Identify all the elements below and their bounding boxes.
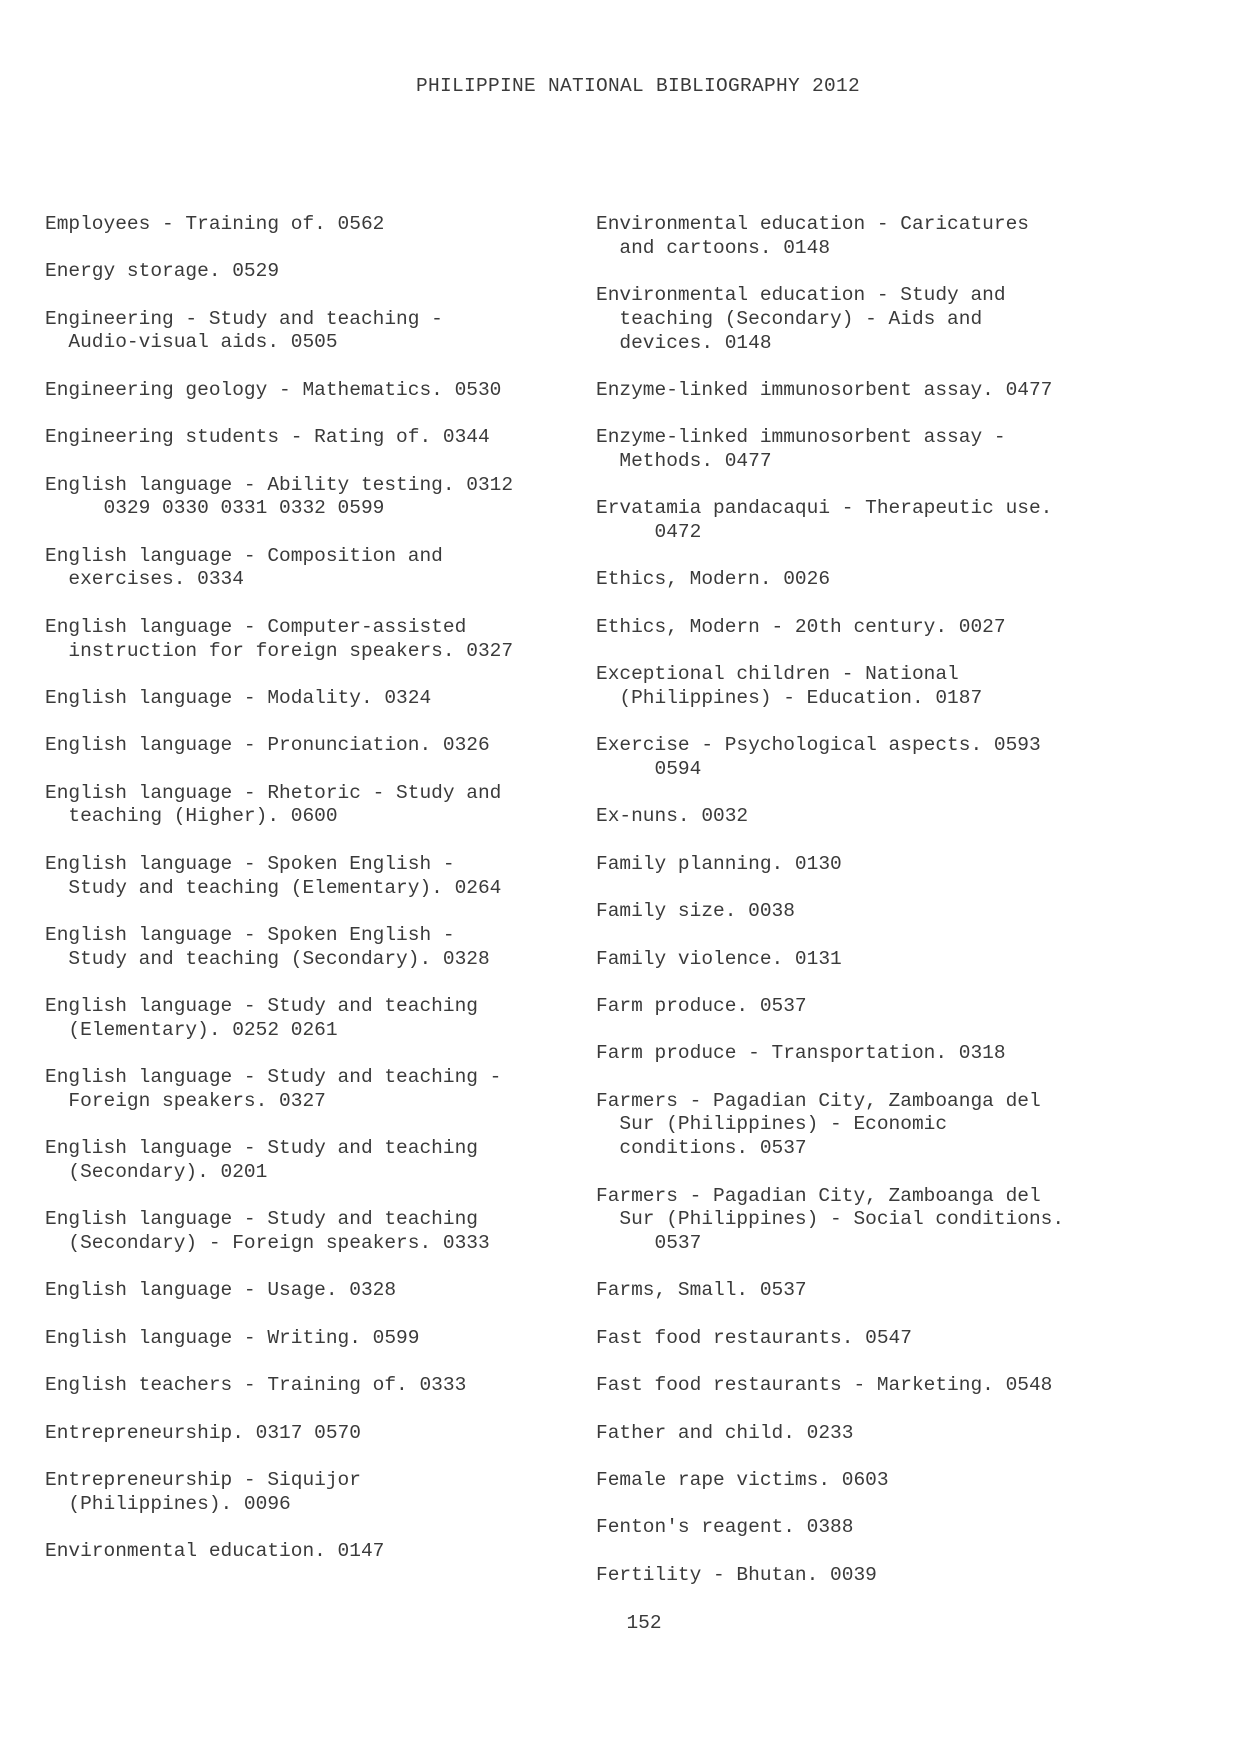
entry-spacer (45, 1516, 585, 1540)
entry-spacer (596, 592, 1196, 616)
index-entry-line: Farm produce - Transportation. 0318 (596, 1042, 1006, 1065)
entry-spacer (596, 260, 1196, 284)
index-entry (45, 1327, 585, 1351)
entry-spacer (45, 1398, 585, 1422)
index-entry (596, 1042, 1196, 1066)
index-entry (596, 1090, 1196, 1161)
index-entry (596, 900, 1196, 924)
index-entry-line: Sur (Philippines) - Social conditions. (596, 1208, 1065, 1231)
index-entry-line: English language - Study and teaching (45, 1137, 478, 1160)
index-entry (596, 1469, 1196, 1493)
index-entry (596, 1327, 1196, 1351)
index-entry-line: English language - Study and teaching - (45, 1066, 502, 1089)
index-entry (596, 1516, 1196, 1540)
index-entry-line: English language - Computer-assisted (45, 615, 467, 638)
entry-spacer (596, 1161, 1196, 1185)
index-entry-line: Fenton's reagent. 0388 (596, 1516, 854, 1539)
index-entry-line: 0472 (596, 521, 702, 544)
index-entry-line: and cartoons. 0148 (596, 236, 831, 259)
entry-spacer (45, 829, 585, 853)
index-entry (45, 1540, 585, 1564)
index-entry (45, 1422, 585, 1446)
index-entry-line: Methods. 0477 (596, 449, 772, 472)
entry-spacer (596, 1493, 1196, 1517)
index-entry-line: Ex-nuns. 0032 (596, 805, 749, 828)
entry-spacer (45, 1445, 585, 1469)
entry-spacer (596, 1350, 1196, 1374)
index-entry-line: Enzyme-linked immunosorbent assay - (596, 426, 1006, 449)
index-entry-line: Environmental education - Study and (596, 284, 1006, 307)
index-entry (45, 474, 585, 521)
index-entry-line: Father and child. 0233 (596, 1421, 854, 1444)
index-entry (45, 782, 585, 829)
index-entry-line: Engineering geology - Mathematics. 0530 (45, 378, 502, 401)
index-entry-line: English language - Composition and (45, 544, 443, 567)
index-entry-line: Exercise - Psychological aspects. 0593 (596, 734, 1041, 757)
entry-spacer (596, 1540, 1196, 1564)
entry-spacer (45, 284, 585, 308)
index-entry (45, 1066, 585, 1113)
entry-spacer (45, 1256, 585, 1280)
index-entry-line: teaching (Higher). 0600 (45, 805, 338, 828)
index-entry-line: English language - Spoken English - (45, 852, 455, 875)
index-entry-line: Fast food restaurants. 0547 (596, 1326, 912, 1349)
index-entry-line: (Secondary). 0201 (45, 1160, 268, 1183)
entry-spacer (596, 1398, 1196, 1422)
index-entry (45, 260, 585, 284)
index-entry (596, 568, 1196, 592)
entry-spacer (596, 1445, 1196, 1469)
entry-spacer (596, 924, 1196, 948)
index-entry (596, 1279, 1196, 1303)
entry-spacer (45, 971, 585, 995)
entry-spacer (596, 403, 1196, 427)
index-entry-line: Farm produce. 0537 (596, 995, 807, 1017)
index-entry (596, 1422, 1196, 1446)
index-entry (596, 853, 1196, 877)
index-entry-line: English language - Usage. 0328 (45, 1279, 397, 1302)
entry-spacer (596, 474, 1196, 498)
index-entry (45, 213, 585, 237)
index-entry (596, 663, 1196, 710)
index-entry-line: 0329 0330 0331 0332 0599 (45, 497, 385, 520)
entry-spacer (45, 1114, 585, 1138)
index-entry-line: Farmers - Pagadian City, Zamboanga del (596, 1089, 1041, 1112)
entry-spacer (45, 663, 585, 687)
index-entry-line: English teachers - Training of. 0333 (45, 1374, 467, 1397)
entry-spacer (596, 1256, 1196, 1280)
index-entry-line: instruction for foreign speakers. 0327 (45, 639, 514, 662)
index-entry (596, 948, 1196, 972)
index-entry-line: Family violence. 0131 (596, 947, 842, 970)
entry-spacer (45, 1303, 585, 1327)
index-entry (596, 1185, 1196, 1256)
entry-spacer (45, 355, 585, 379)
entry-spacer (596, 829, 1196, 853)
index-entry-line: Fertility - Bhutan. 0039 (596, 1563, 877, 1586)
index-entry-line: Employees - Training of. 0562 (45, 213, 385, 235)
index-entry-line: devices. 0148 (596, 331, 772, 354)
index-entry (45, 734, 585, 758)
entry-spacer (45, 1350, 585, 1374)
index-entry (45, 853, 585, 900)
index-entry-line: Audio-visual aids. 0505 (45, 331, 338, 354)
index-entry-line: Fast food restaurants - Marketing. 0548 (596, 1374, 1053, 1397)
index-entry-line: Family planning. 0130 (596, 852, 842, 875)
index-entry (596, 284, 1196, 355)
page-header: PHILIPPINE NATIONAL BIBLIOGRAPHY 2012 (415, 75, 861, 97)
page-number: 152 (626, 1612, 662, 1634)
index-entry-line: Study and teaching (Secondary). 0328 (45, 947, 490, 970)
index-entry-line: (Philippines). 0096 (45, 1492, 291, 1515)
index-entry (45, 1374, 585, 1398)
index-entry (596, 995, 1196, 1019)
index-entry-line: (Philippines) - Education. 0187 (596, 686, 983, 709)
index-entry-line: English language - Ability testing. 0312 (45, 473, 514, 496)
index-entry (45, 995, 585, 1042)
index-entry-line: Entrepreneurship. 0317 0570 (45, 1421, 361, 1444)
index-entry (45, 687, 585, 711)
index-entry-line: Female rape victims. 0603 (596, 1468, 889, 1491)
index-entry-line: Engineering students - Rating of. 0344 (45, 426, 490, 449)
index-entry (596, 616, 1196, 640)
index-entry-line: Study and teaching (Elementary). 0264 (45, 876, 502, 899)
index-entry-line: Energy storage. 0529 (45, 260, 280, 283)
entry-spacer (45, 1042, 585, 1066)
entry-spacer (45, 758, 585, 782)
index-entry (45, 426, 585, 450)
index-entry (45, 379, 585, 403)
entry-spacer (45, 237, 585, 261)
index-entry-line: Family size. 0038 (596, 900, 795, 923)
index-entry-line: English language - Writing. 0599 (45, 1326, 420, 1349)
index-entry-line: Ervatamia pandacaqui - Therapeutic use. (596, 497, 1053, 520)
index-entry (596, 805, 1196, 829)
index-entry-line: Ethics, Modern - 20th century. 0027 (596, 615, 1006, 638)
entry-spacer (45, 521, 585, 545)
entry-spacer (596, 1303, 1196, 1327)
index-entry (45, 1208, 585, 1255)
entry-spacer (45, 711, 585, 735)
index-entry-line: Farms, Small. 0537 (596, 1279, 807, 1302)
entry-spacer (45, 592, 585, 616)
index-entry-line: Sur (Philippines) - Economic (596, 1113, 948, 1136)
index-entry-line: English language - Rhetoric - Study and (45, 781, 502, 804)
index-entry-line: teaching (Secondary) - Aids and (596, 307, 983, 330)
entry-spacer (596, 971, 1196, 995)
index-entry (45, 545, 585, 592)
index-entry (596, 426, 1196, 473)
right-index-column (596, 213, 1196, 1587)
entry-spacer (596, 711, 1196, 735)
index-entry (596, 1564, 1196, 1588)
entry-spacer (596, 355, 1196, 379)
index-entry-line: 0594 (596, 758, 702, 781)
index-entry-line: Environmental education. 0147 (45, 1540, 385, 1563)
index-entry (596, 497, 1196, 544)
index-entry (45, 616, 585, 663)
entry-spacer (45, 450, 585, 474)
index-entry (45, 308, 585, 355)
index-entry-line: English language - Study and teaching (45, 1208, 478, 1231)
index-entry (596, 734, 1196, 781)
index-entry-line: Foreign speakers. 0327 (45, 1089, 326, 1112)
left-index-column (45, 213, 585, 1564)
entry-spacer (596, 782, 1196, 806)
index-entry (596, 213, 1196, 260)
index-entry-line: English language - Spoken English - (45, 923, 455, 946)
index-entry-line: English language - Study and teaching (45, 995, 478, 1017)
index-entry (45, 1469, 585, 1516)
entry-spacer (45, 403, 585, 427)
entry-spacer (596, 877, 1196, 901)
entry-spacer (596, 1066, 1196, 1090)
entry-spacer (45, 1185, 585, 1209)
entry-spacer (596, 640, 1196, 664)
index-entry-line: Environmental education - Caricatures (596, 213, 1029, 235)
entry-spacer (596, 545, 1196, 569)
index-entry (596, 379, 1196, 403)
index-entry-line: exercises. 0334 (45, 568, 244, 591)
index-entry-line: Ethics, Modern. 0026 (596, 568, 831, 591)
entry-spacer (596, 1019, 1196, 1043)
index-entry-line: 0537 (596, 1231, 702, 1254)
index-entry (45, 924, 585, 971)
index-entry-line: conditions. 0537 (596, 1137, 807, 1160)
index-entry (596, 1374, 1196, 1398)
index-entry (45, 1137, 585, 1184)
index-entry-line: (Secondary) - Foreign speakers. 0333 (45, 1231, 490, 1254)
index-entry-line: Farmers - Pagadian City, Zamboanga del (596, 1184, 1041, 1207)
index-entry-line: Enzyme-linked immunosorbent assay. 0477 (596, 378, 1053, 401)
index-entry-line: English language - Pronunciation. 0326 (45, 734, 490, 757)
index-entry-line: (Elementary). 0252 0261 (45, 1018, 338, 1041)
entry-spacer (45, 900, 585, 924)
index-entry-line: Exceptional children - National (596, 663, 959, 686)
index-entry (45, 1279, 585, 1303)
index-entry-line: English language - Modality. 0324 (45, 686, 432, 709)
index-entry-line: Engineering - Study and teaching - (45, 307, 443, 330)
index-entry-line: Entrepreneurship - Siquijor (45, 1468, 361, 1491)
